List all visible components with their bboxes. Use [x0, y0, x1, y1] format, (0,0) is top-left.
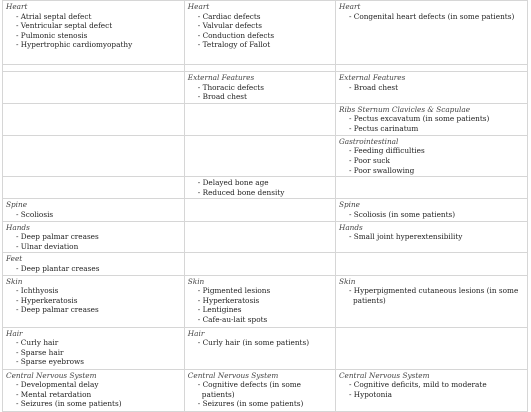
list-item: - Mental retardation [16, 389, 92, 399]
table-row [3, 221, 528, 253]
list-item: - Ichthyosis [16, 286, 59, 296]
list-item: - Feeding difficulties [348, 146, 425, 156]
list-item: - Scoliosis [16, 209, 54, 219]
list-item: - Pulmonic stenosis [16, 30, 88, 40]
table-cell [335, 72, 527, 104]
list-item: - Lentigines [197, 305, 242, 315]
section-heading: Gastrointestinal [338, 136, 399, 146]
table-row [3, 275, 528, 327]
table-row [3, 369, 528, 411]
table-cell [184, 199, 335, 221]
table-cell [184, 103, 335, 135]
list-item: - Broad chest [197, 92, 247, 102]
table-row [3, 72, 528, 104]
table-row [3, 65, 528, 72]
list-item: - Seizures (in some patients) [16, 399, 122, 409]
list-item: - Conduction defects [197, 30, 275, 40]
table-cell [3, 135, 185, 176]
section-heading: Hands [338, 222, 363, 232]
section-heading: Spine [6, 200, 28, 210]
table-cell [3, 253, 185, 275]
table-cell [184, 275, 335, 327]
table-cell [184, 177, 335, 199]
section-heading: Skin [338, 276, 356, 286]
list-item: - Pigmented lesions [197, 286, 271, 296]
list-item: - Hypotonia [348, 389, 392, 399]
section-heading: Heart [6, 2, 28, 11]
table-cell [3, 327, 185, 369]
table-cell [335, 327, 527, 369]
table-cell [3, 275, 185, 327]
section-heading: Hair [187, 328, 205, 338]
list-item: - Small joint hyperextensibility [348, 232, 463, 242]
phenotype-table [2, 0, 528, 412]
section-heading: Hair [6, 328, 23, 338]
list-item: - Poor suck [348, 155, 390, 165]
list-item: - Tetralogy of Fallot [197, 40, 271, 50]
table-cell [335, 177, 527, 199]
list-item: - Pectus carinatum [348, 123, 419, 133]
section-heading: External Features [338, 73, 406, 82]
list-item: - Sparse eyebrows [16, 357, 84, 367]
table-cell [335, 199, 527, 221]
list-item: - Cafe-au-lait spots [197, 314, 268, 324]
table-cell [335, 221, 527, 253]
section-heading: Skin [6, 276, 23, 286]
list-item: - Thoracic defects [197, 82, 264, 92]
list-item: - Congenital heart defects (in some patients) [348, 11, 515, 21]
table-row [3, 199, 528, 221]
section-heading: Central Nervous System [338, 370, 430, 380]
table-cell [335, 275, 527, 327]
list-item: - Curly hair [16, 338, 59, 348]
table-row [3, 103, 528, 135]
list-item: - Curly hair (in some patients) [197, 338, 310, 348]
list-item: - Broad chest [348, 82, 399, 92]
section-heading: Hands [6, 222, 30, 232]
table-cell [3, 177, 185, 199]
list-item: - Reduced bone density [197, 187, 285, 197]
table-row [3, 135, 528, 176]
list-item: - Cardiac defects [197, 11, 261, 21]
section-heading: Skin [187, 276, 205, 286]
table-cell [335, 135, 527, 176]
section-heading: Heart [338, 2, 361, 11]
table-row [3, 177, 528, 199]
list-item: - Atrial septal defect [16, 11, 92, 21]
list-item: - Hyperkeratosis [16, 295, 78, 305]
list-item: - Deep palmar creases [16, 232, 99, 242]
section-heading: Spine [338, 200, 360, 210]
table-cell [3, 221, 185, 253]
table-cell [335, 369, 527, 411]
table-cell [335, 1, 527, 65]
table-cell [184, 327, 335, 369]
list-item: - Pectus excavatum (in some patients) [348, 114, 490, 124]
list-item: - Seizures (in some patients) [197, 399, 304, 409]
table-cell [3, 369, 185, 411]
list-item: - Poor swallowing [348, 165, 415, 175]
table-cell [184, 221, 335, 253]
section-heading: Central Nervous System [6, 370, 97, 380]
table-cell [184, 72, 335, 104]
table-cell [335, 103, 527, 135]
table-cell [184, 135, 335, 176]
table-row [3, 253, 528, 275]
table-cell [184, 65, 335, 72]
table-row [3, 327, 528, 369]
section-heading: Ribs Sternum Clavicles & Scapulae [338, 104, 471, 114]
list-item: - Sparse hair [16, 347, 64, 357]
section-heading: Feet [6, 254, 23, 264]
table-cell [184, 369, 335, 411]
list-item: - Deep palmar creases [16, 305, 99, 315]
list-item: - Ulnar deviation [16, 241, 79, 251]
table-cell [184, 253, 335, 275]
table-cell [184, 1, 335, 65]
list-item: - Delayed bone age [197, 178, 269, 188]
list-item: - Cognitive deficits, mild to moderate [348, 380, 487, 390]
section-heading: Central Nervous System [187, 370, 279, 380]
list-item: - Hypertrophic cardiomyopathy [16, 40, 133, 50]
table-cell [3, 103, 185, 135]
table-cell [3, 72, 185, 104]
list-item: - Hyperkeratosis [197, 295, 260, 305]
table-cell [3, 1, 185, 65]
table-cell [3, 199, 185, 221]
section-heading: Heart [187, 2, 210, 11]
phenotype-table-body [3, 1, 528, 412]
table-cell [335, 253, 527, 275]
table-cell [335, 65, 527, 72]
table-cell [3, 65, 185, 72]
table-row [3, 1, 528, 65]
list-item: - Hyperpigmented cutaneous lesions (in some patients) [348, 286, 519, 305]
list-item: - Developmental delay [16, 380, 99, 390]
section-heading: External Features [187, 73, 255, 82]
list-item: - Scoliosis (in some patients) [348, 209, 456, 219]
list-item: - Valvular defects [197, 21, 262, 31]
list-item: - Ventricular septal defect [16, 21, 113, 31]
list-item: - Cognitive defects (in some patients) [197, 380, 301, 399]
list-item: - Deep plantar creases [16, 263, 100, 273]
